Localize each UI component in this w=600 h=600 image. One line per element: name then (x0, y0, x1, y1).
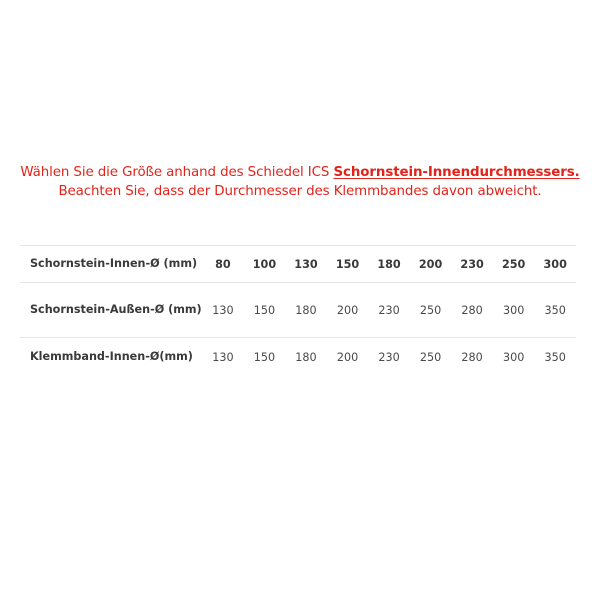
table-cell: 130 (202, 283, 244, 338)
table-cell: 200 (327, 338, 369, 377)
notice-text: Wählen Sie die Größe anhand des Schiedel ICS (20, 165, 334, 180)
table-cell: 300 (534, 246, 576, 283)
notice-line-2: Beachten Sie, dass der Durchmesser des Klemmbandes davon abweicht. (58, 184, 542, 199)
table-cell: 250 (410, 338, 452, 377)
table-cell: 300 (493, 338, 535, 377)
table-cell: 180 (285, 283, 327, 338)
table-cell: 200 (327, 283, 369, 338)
table-cell: 130 (202, 338, 244, 377)
table-cell: 280 (451, 338, 493, 377)
size-notice (0, 163, 600, 201)
table-cell: 150 (327, 246, 369, 283)
size-table (20, 245, 576, 376)
table-cell: 230 (368, 283, 410, 338)
table-cell: 250 (493, 246, 535, 283)
table-cell: 80 (202, 246, 244, 283)
table-row (20, 338, 576, 377)
notice-line-1 (0, 163, 600, 182)
table-cell: 300 (493, 283, 535, 338)
table-cell: 130 (285, 246, 327, 283)
row-label: Klemmband-Innen-Ø(mm) (20, 338, 202, 377)
table-cell: 180 (285, 338, 327, 377)
table-cell: 150 (244, 338, 286, 377)
table-cell: 350 (534, 283, 576, 338)
table-cell: 100 (244, 246, 286, 283)
table-cell: 280 (451, 283, 493, 338)
table-cell: 150 (244, 283, 286, 338)
table-cell: 200 (410, 246, 452, 283)
table-cell: 180 (368, 246, 410, 283)
chimney-inner-diameter-link[interactable]: Schornstein-Innendurchmessers. (333, 165, 580, 180)
table-row (20, 246, 576, 283)
table-cell: 250 (410, 283, 452, 338)
table-row (20, 283, 576, 338)
row-label: Schornstein-Innen-Ø (mm) (20, 246, 202, 283)
table-cell: 230 (451, 246, 493, 283)
row-label: Schornstein-Außen-Ø (mm) (20, 283, 202, 338)
table-cell: 230 (368, 338, 410, 377)
table-cell: 350 (534, 338, 576, 377)
